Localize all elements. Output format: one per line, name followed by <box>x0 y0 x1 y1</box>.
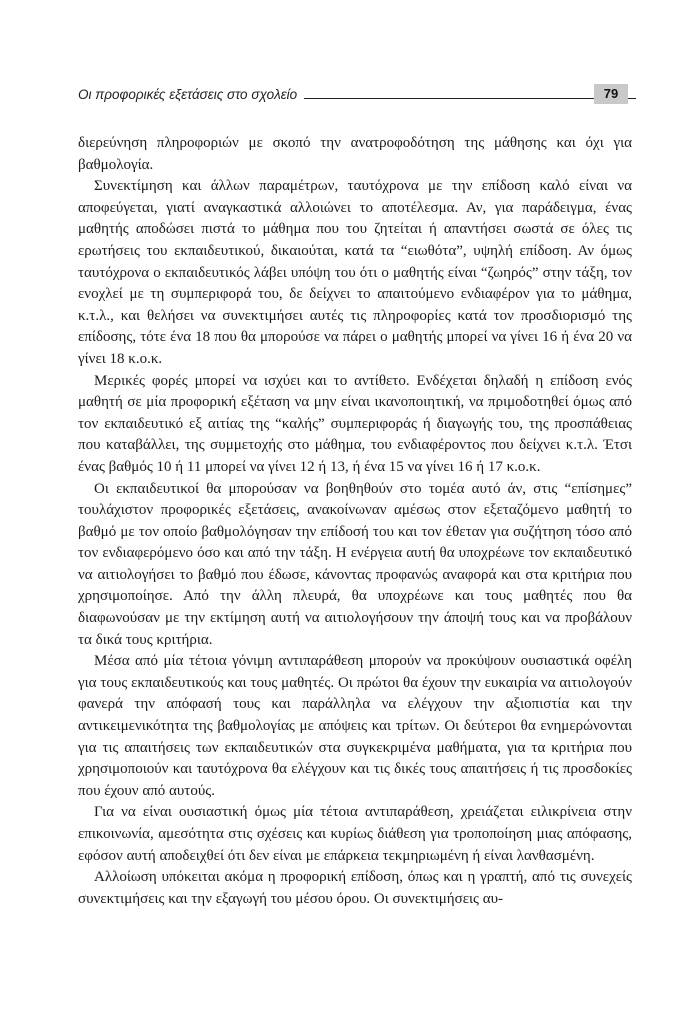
paragraph: Μερικές φορές μπορεί να ισχύει και το αντίθετο. Ενδέχεται δηλαδή η επίδοση ενός μαθητή σε μία προφορική εξέταση να μην είναι ικανοποιητική, να πριμοδοτηθεί όμως από τον εκπαιδευτικό εξ αιτίας της “καλής” συμπεριφοράς ή διαγωγής του, της προσπάθειας που καταβάλλει, της συμμετοχής στο μάθημα, του ενδιαφέροντος που δείχνει κ.τ.λ. Έτσι ένας βαθμός 10 ή 11 μπορεί να γίνει 12 ή 13, ή ένα 15 να γίνει 16 ή 17 κ.ο.κ. <box>78 372 632 475</box>
running-header <box>78 84 632 108</box>
header-rule <box>304 98 636 99</box>
body-text <box>78 133 632 910</box>
paragraph: Μέσα από μία τέτοια γόνιμη αντιπαράθεση μπορούν να προκύψουν ουσιαστικά οφέλη για τους εκπαιδευτικούς και τους μαθητές. Οι πρώτοι θα έχουν την ευκαιρία να αιτιολογούν φανερά την απόφασή τους και παράλληλα να ελέγχουν την αξιοπιστία και την αντικειμενικότητα της βαθμολογίας με απόψεις και τρίτων. Οι δεύτεροι θα ενημερώνονται για τις απαιτήσεις των εκπαιδευτικών στα συγκεκριμένα μαθήματα, για τα κριτήρια που χρησιμοποιούν και ταυτόχρονα θα ελέγχουν και τις δικές τους απαιτήσεις ή τις προσδοκίες που έχουν από αυτούς. <box>78 653 632 799</box>
paragraph-continues: Αλλοίωση υπόκειται ακόμα η προφορική επίδοση, όπως και η γραπτή, από τις συνεχείς συνεκτιμήσεις και την εξαγωγή του μέσου όρου. Οι συνεκτιμήσεις αυ- <box>78 869 632 907</box>
paragraph: Οι εκπαιδευτικοί θα μπορούσαν να βοηθηθούν στο τομέα αυτό άν, στις “επίσημες” τουλάχιστον προφορικές εξετάσεις, ανακοίνωναν αμέσως στον εξεταζόμενο μαθητή το βαθμό με τον οποίο βαθμολόγησαν την επίδοσή του και τον έθεταν για συζήτηση τόσο από τον ενδιαφερόμενο όσο και από την τάξη. Η ενέργεια αυτή θα υποχρέωνε τον εκπαιδευτικό να αιτιολογήσει το βαθμό που έδωσε, κάνοντας προφανώς αναφορά και στα κριτήρια που χρησιμοποίησε. Από την άλλη πλευρά, θα υποχρέωνε και τους μαθητές που θα διαφωνούσαν με την εκτίμηση αυτή να αιτιολογήσουν την άποψή τους και να προβάλουν τα δικά τους κριτήρια. <box>78 480 632 648</box>
page-number: 79 <box>594 84 628 104</box>
paragraph-continuation: διερεύνηση πληροφοριών με σκοπό την ανατροφοδότηση της μάθησης και όχι για βαθμολογία. <box>78 135 632 173</box>
paragraph: Για να είναι ουσιαστική όμως μία τέτοια αντιπαράθεση, χρειάζεται ειλικρίνεια στην επικοινωνία, αμεσότητα στις σχέσεις και κυρίως διάθεση για τροποποίηση μιας απόφασης, εφόσον αυτή αποδειχθεί ότι δεν είναι με επάρκεια τεκμηριωμένη ή είναι λανθασμένη. <box>78 804 632 864</box>
running-title: Οι προφορικές εξετάσεις στο σχολείο <box>78 87 298 102</box>
paragraph: Συνεκτίμηση και άλλων παραμέτρων, ταυτόχρονα με την επίδοση καλό είναι να αποφεύγεται, γιατί αναγκαστικά αλλοιώνει το αποτέλεσμα. Αν, για παράδειγμα, ένας μαθητής αποδώσει πιστά το μάθημα που του ζητείται ή απαντήσει σωστά σε όλες τις ερωτήσεις του εκπαιδευτικού, δικαιούται, κατά τα “ειωθότα”, υψηλή επίδοση. Αν όμως ταυτόχρονα ο εκπαιδευτικός λάβει υπόψη του ότι ο μαθητής είναι “ζωηρός” στην τάξη, τον ενοχλεί με τη συμπεριφορά του, δε δείχνει το απαιτούμενο ενδιαφέρον για το μάθημα, κ.τ.λ., και θελήσει να συνεκτιμήσει αυτές τις πληροφορίες κατά τον προσδιορισμό της επίδοσης, τότε ένα 18 που θα μπορούσε να πάρει ο μαθητής μπορεί να γίνει 16 ή ένα 20 να γίνει 18 κ.ο.κ. <box>78 178 632 367</box>
